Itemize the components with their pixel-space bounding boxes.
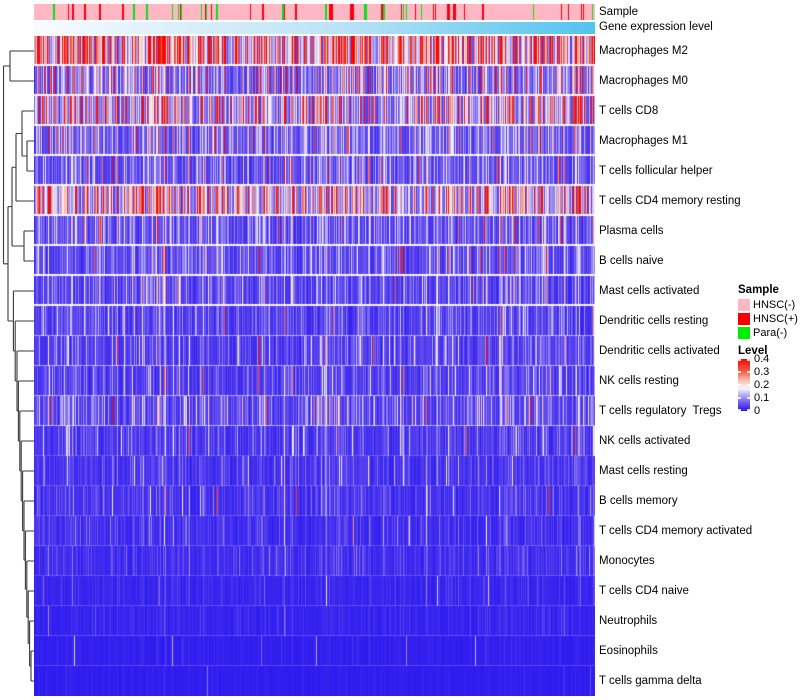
row-label: T cells regulatory Tregs	[599, 405, 722, 417]
row-label: Macrophages M2	[599, 45, 688, 57]
legend-swatch	[738, 313, 750, 325]
row-label: NK cells resting	[599, 375, 679, 387]
level-tick-dash	[738, 409, 741, 411]
row-label: NK cells activated	[599, 435, 691, 447]
legend-item	[738, 326, 800, 340]
legend-sample-items	[738, 298, 800, 340]
level-tick-dash	[738, 384, 741, 386]
legend-sample-title: Sample	[738, 284, 779, 296]
row-label: T cells CD4 memory resting	[599, 195, 741, 207]
legend-item-label: HNSC(-)	[753, 299, 796, 311]
row-label: Plasma cells	[599, 225, 664, 237]
row-label: Eosinophils	[599, 645, 658, 657]
level-tick-label: 0.4	[754, 353, 770, 365]
gene-expression-label: Gene expression level	[599, 21, 713, 33]
level-tick-dash	[747, 384, 750, 386]
row-label: Dendritic cells activated	[599, 345, 720, 357]
row-label: Mast cells resting	[599, 465, 688, 477]
level-tick-dash	[738, 359, 741, 361]
dendrogram	[0, 0, 36, 700]
level-tick-dash	[738, 371, 741, 373]
sample-annotation-bar	[34, 4, 595, 20]
level-tick-label: 0	[754, 405, 761, 417]
row-label: B cells memory	[599, 495, 678, 507]
level-tick-dash	[738, 397, 741, 399]
row-label: B cells naive	[599, 255, 664, 267]
legend-item	[738, 298, 800, 312]
sample-annotation-label: Sample	[599, 6, 638, 18]
legend-swatch	[738, 299, 750, 311]
legend	[738, 284, 800, 417]
level-tick-label: 0.2	[754, 379, 770, 391]
row-label: T cells CD8	[599, 105, 659, 117]
legend-level-title: Level	[738, 345, 768, 357]
legend-item-label: Para(-)	[753, 327, 788, 339]
heatmap-canvas	[34, 36, 595, 696]
level-colorbar-wrap	[738, 353, 800, 417]
row-label: T cells CD4 memory activated	[599, 525, 753, 537]
row-label: Macrophages M1	[599, 135, 688, 147]
level-tick-dash	[747, 359, 750, 361]
row-label: Macrophages M0	[599, 75, 688, 87]
level-tick-label: 0.1	[754, 392, 770, 404]
row-label: T cells CD4 naive	[599, 585, 689, 597]
legend-item	[738, 312, 800, 326]
row-label: Dendritic cells resting	[599, 315, 709, 327]
level-tick-dash	[747, 409, 750, 411]
row-label: Neutrophils	[599, 615, 658, 627]
row-label: Mast cells activated	[599, 285, 700, 297]
row-label: T cells gamma delta	[599, 675, 702, 687]
row-label: T cells follicular helper	[599, 165, 713, 177]
level-tick-dash	[747, 397, 750, 399]
level-tick-dash	[747, 371, 750, 373]
level-tick-label: 0.3	[754, 366, 770, 378]
row-label: Monocytes	[599, 555, 655, 567]
gene-expression-gradient-bar	[34, 22, 595, 34]
legend-swatch	[738, 327, 750, 339]
legend-item-label: HNSC(+)	[753, 313, 798, 325]
